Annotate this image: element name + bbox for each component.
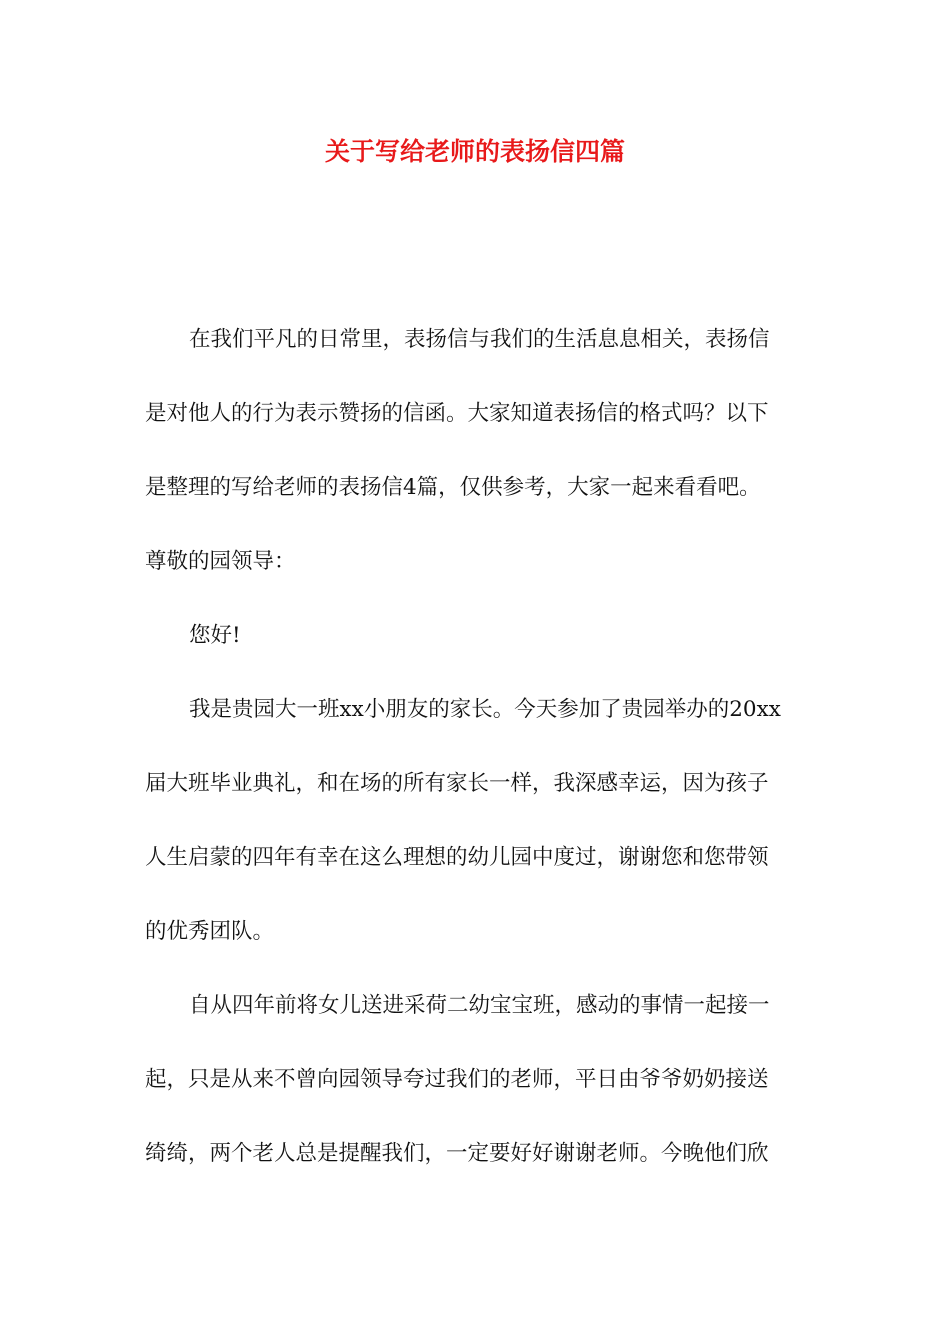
- text-line: 的优秀团队。: [145, 919, 275, 944]
- greeting-line: 您好!: [189, 623, 241, 648]
- text-line: 自从四年前将女儿送进采荷二幼宝宝班，感动的事情一起接一: [189, 993, 770, 1018]
- text-line: 人生启蒙的四年有幸在这么理想的幼儿园中度过，谢谢您和您带领: [145, 845, 769, 870]
- text-line: 绮绮，两个老人总是提醒我们，一定要好好谢谢老师。今晚他们欣: [145, 1141, 769, 1166]
- document-title: 关于写给老师的表扬信四篇: [324, 137, 625, 166]
- text-line: 在我们平凡的日常里，表扬信与我们的生活息息相关，表扬信: [189, 327, 770, 352]
- text-line: 我是贵园大一班xx小朋友的家长。今天参加了贵园举办的20xx: [189, 697, 781, 722]
- text-line: 届大班毕业典礼，和在场的所有家长一样，我深感幸运，因为孩子: [145, 771, 769, 796]
- text-line: 是对他人的行为表示赞扬的信函。大家知道表扬信的格式吗？以下: [145, 401, 769, 426]
- text-line: 起，只是从来不曾向园领导夸过我们的老师，平日由爷爷奶奶接送: [145, 1067, 769, 1092]
- document-body: [145, 318, 807, 1206]
- text-line: 是整理的写给老师的表扬信4篇，仅供参考，大家一起来看看吧。: [145, 475, 761, 500]
- salutation-line: 尊敬的园领导：: [145, 549, 296, 574]
